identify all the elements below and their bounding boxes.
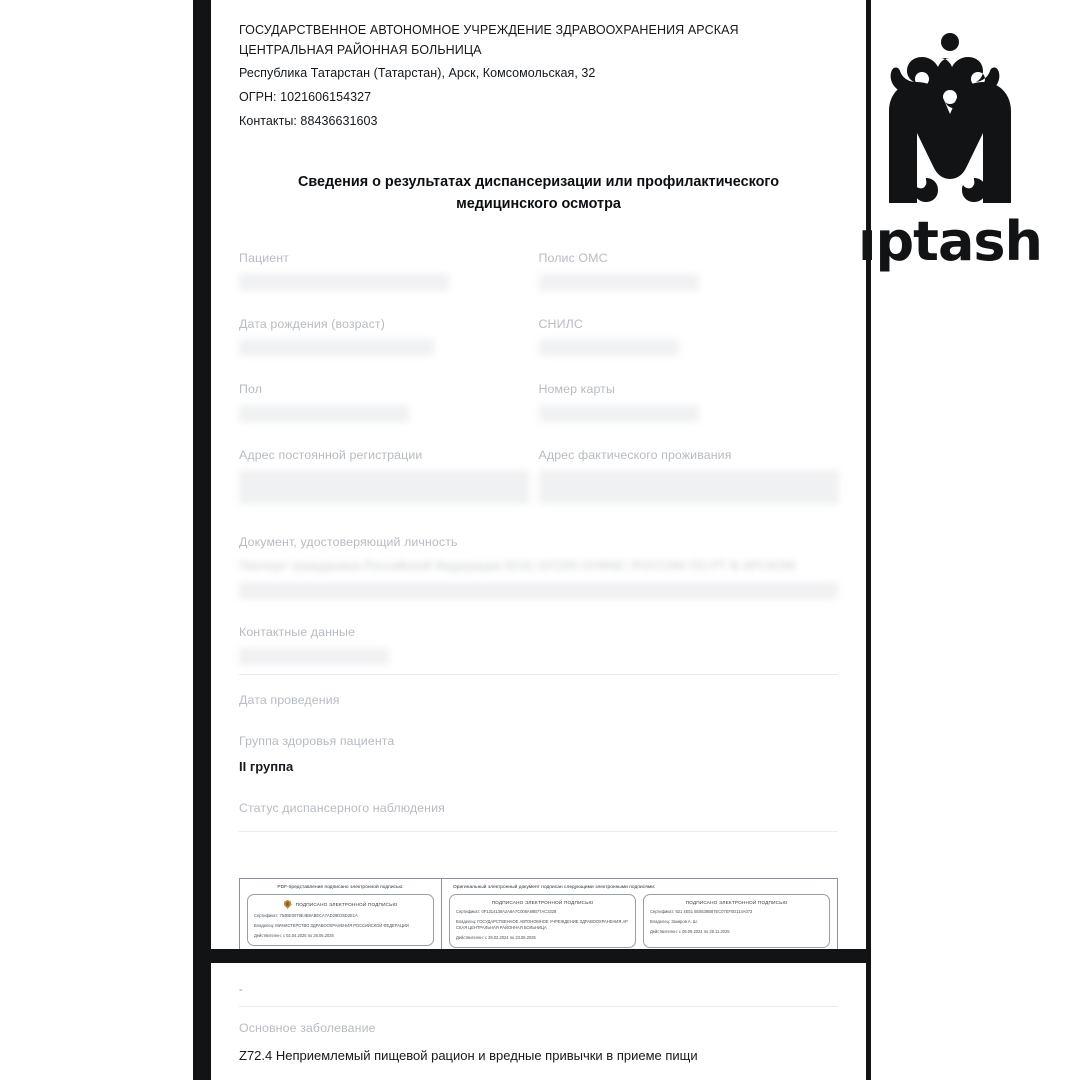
form-row-contacts bbox=[239, 625, 838, 675]
signature-owner-doctor: Владелец: Закиров А. Ш. bbox=[650, 919, 698, 925]
brand-wordmark: ıptash bbox=[857, 210, 1042, 273]
redacted-value-identity-document: Паспорт гражданина Российской Федерации 9216 107205 ОУФМС РОССИИ ПО РТ В АРСКОМ bbox=[239, 558, 796, 573]
form-row-birthdate bbox=[239, 317, 838, 357]
redacted-value-sex bbox=[239, 405, 409, 422]
signature-card-title: ПОДПИСАНО ЭЛЕКТРОННОЙ ПОДПИСЬЮ bbox=[295, 901, 398, 907]
field-patient bbox=[239, 251, 539, 291]
form-row-exam-date bbox=[239, 693, 838, 709]
field-label-patient: Пациент bbox=[239, 251, 289, 266]
document-page-2 bbox=[211, 963, 866, 1080]
redacted-value-birthdate bbox=[239, 339, 434, 356]
form-row-sex bbox=[239, 382, 838, 422]
signature-certificate-organization: Сертификат: 0F1314136A2A8A7C008A69B77AC3328 bbox=[456, 908, 557, 914]
signature-panel-title-pdf: PDF-представление подписано электронной подписью: bbox=[277, 884, 404, 890]
page-two-dash: - bbox=[239, 984, 243, 996]
field-label-birthdate: Дата рождения (возраст) bbox=[239, 316, 385, 331]
organization-contacts: Контакты: 88436631603 bbox=[239, 114, 378, 129]
form-row-patient bbox=[239, 251, 838, 291]
field-label-dispensary-status: Статус диспансерного наблюдения bbox=[239, 801, 445, 816]
redacted-value-contacts bbox=[239, 648, 389, 665]
field-contacts bbox=[239, 625, 838, 675]
signature-card-organization bbox=[449, 894, 636, 949]
form-row-health-group bbox=[239, 734, 838, 775]
field-label-contacts: Контактные данные bbox=[239, 625, 355, 640]
field-label-health-group: Группа здоровья пациента bbox=[239, 734, 395, 749]
form-row-identity-document bbox=[239, 535, 838, 599]
signature-panel-title-original: Оригинальный электронный документ подписан следующими электронными подписями: bbox=[453, 884, 656, 890]
viewer-left-gutter bbox=[193, 0, 211, 1080]
field-label-policy: Полис ОМС bbox=[538, 251, 608, 266]
redacted-value-snils bbox=[539, 339, 679, 356]
field-dispensary-status bbox=[239, 801, 838, 832]
signature-validity: Действителен: с 02.04.2025 по 26.06.2026 bbox=[254, 933, 334, 939]
field-label-actual-address: Адрес фактического проживания bbox=[538, 447, 732, 462]
field-divider-dispensary-status bbox=[239, 831, 838, 832]
signature-panel-original bbox=[442, 879, 837, 957]
signature-card-doctor bbox=[643, 894, 830, 949]
signature-card-title-organization: ПОДПИСАНО ЭЛЕКТРОННОЙ ПОДПИСЬЮ bbox=[491, 899, 594, 905]
signature-validity-organization: Действителен: с 28.02.2024 по 23.05.2025 bbox=[456, 935, 536, 941]
field-value-main-diagnosis: Z72.4 Неприемлемый пищевой рацион и вредные привычки в приеме пищи bbox=[239, 1047, 698, 1063]
patient-form bbox=[239, 251, 838, 832]
organization-address: Республика Татарстан (Татарстан), Арск, Комсомольская, 32 bbox=[239, 65, 596, 80]
form-row-dispensary-status bbox=[239, 801, 838, 832]
russian-emblem-icon bbox=[284, 900, 292, 909]
field-label-registration-address: Адрес постоянной регистрации bbox=[239, 447, 423, 462]
field-label-identity-document: Документ, удостоверяющий личность bbox=[239, 535, 458, 550]
field-snils bbox=[539, 317, 839, 357]
redacted-value-actual-address bbox=[539, 470, 839, 504]
field-birthdate bbox=[239, 317, 539, 357]
redacted-value-card-number bbox=[539, 405, 699, 422]
organization-header bbox=[239, 0, 838, 134]
document-page-1 bbox=[211, 0, 866, 949]
signature-owner-organization: Владелец: ГОСУДАРСТВЕННОЕ АВТОНОМНОЕ УЧРЕЖДЕНИЕ ЗДРАВООХРАНЕНИЯ АРСКАЯ ЦЕНТРАЛЬНАЯ РАЙОННАЯ БОЛЬНИЦА bbox=[456, 919, 628, 931]
field-card-number bbox=[539, 382, 839, 422]
signature-certificate-doctor: Сертификат: 821 4E51 5E8538B87EC07EF0D114A073 bbox=[650, 908, 753, 914]
field-main-diagnosis bbox=[239, 1021, 838, 1064]
organization-ogrn: ОГРН: 1021606154327 bbox=[239, 89, 372, 104]
field-health-group bbox=[239, 734, 838, 775]
field-policy bbox=[539, 251, 839, 291]
signature-card-pdf bbox=[247, 894, 434, 946]
signature-certificate: Сертификат: 754BE0079E4B9ABECA7AD29D25D2E1A bbox=[254, 912, 358, 918]
signature-card-title-doctor: ПОДПИСАНО ЭЛЕКТРОННОЙ ПОДПИСЬЮ bbox=[685, 899, 788, 905]
field-exam-date bbox=[239, 693, 838, 709]
page-separator bbox=[193, 949, 871, 963]
field-registration-address bbox=[239, 448, 539, 505]
field-label-exam-date: Дата проведения bbox=[239, 692, 340, 707]
redacted-value-policy bbox=[539, 274, 699, 291]
field-value-health-group: II группа bbox=[239, 758, 294, 774]
field-label-snils: СНИЛС bbox=[538, 316, 583, 331]
field-label-sex: Пол bbox=[239, 382, 263, 397]
field-identity-document bbox=[239, 535, 838, 599]
redacted-value-patient bbox=[239, 274, 449, 291]
field-label-card-number: Номер карты bbox=[538, 382, 615, 397]
organization-name: ГОСУДАРСТВЕННОЕ АВТОНОМНОЕ УЧРЕЖДЕНИЕ ЗДРАВООХРАНЕНИЯ АРСКАЯ ЦЕНТРАЛЬНАЯ РАЙОННАЯ БОЛЬНИЦА bbox=[239, 23, 739, 58]
electronic-signature-block bbox=[239, 878, 838, 958]
field-sex bbox=[239, 382, 539, 422]
signature-panel-pdf bbox=[240, 879, 442, 957]
form-row-addresses bbox=[239, 448, 838, 505]
page-title: Сведения о результатах диспансеризации или профилактического медицинского осмотра bbox=[297, 173, 780, 212]
signature-owner: Владелец: МИНИСТЕРСТВО ЗДРАВООХРАНЕНИЯ РОССИЙСКОЙ ФЕДЕРАЦИИ bbox=[254, 923, 409, 929]
redacted-value-identity-document-2 bbox=[239, 582, 838, 599]
field-divider-contacts bbox=[239, 674, 838, 675]
field-actual-address bbox=[539, 448, 839, 505]
signature-validity-doctor: Действителен: с 05.09.2024 по 29.11.2025 bbox=[650, 929, 730, 935]
field-label-main-diagnosis: Основное заболевание bbox=[239, 1021, 376, 1035]
redacted-value-registration-address bbox=[239, 470, 529, 504]
